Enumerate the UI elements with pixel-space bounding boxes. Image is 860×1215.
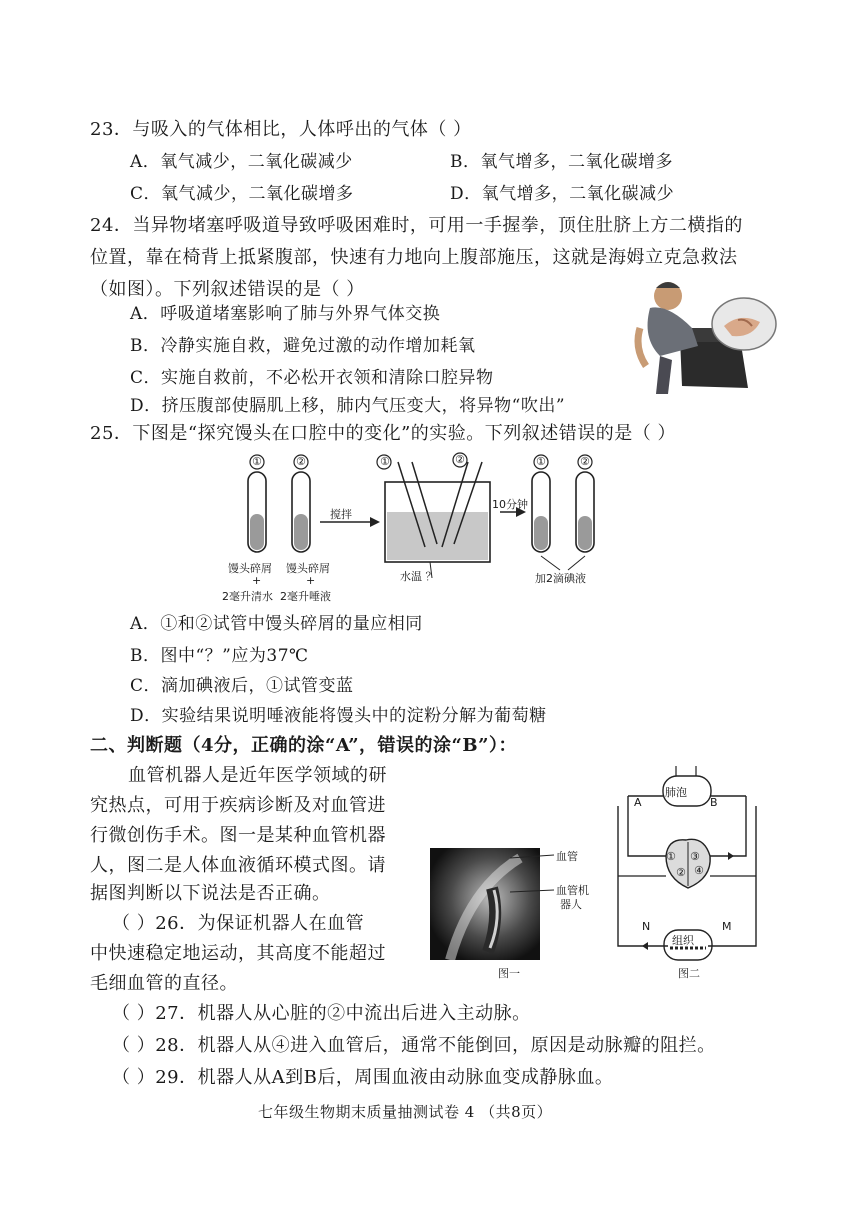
fig2-chamber3: ③ [690,850,700,863]
fig25-ten-min-label: 10分钟 [492,498,528,511]
fig1-vessel-label: 血管 [556,850,578,863]
q24-stem-line3: （如图）。下列叙述错误的是（ ） [90,279,365,300]
fig1-caption: 图一 [498,967,520,980]
q27: （ ）27．机器人从心脏的②中流出后进入主动脉。 [112,1003,531,1024]
fig2-b-label: B [710,796,718,809]
fig25-water-temp-label: 水温 ？ [400,570,437,583]
section2-intro-line3: 行微创伤手术。图一是某种血管机器 [90,825,386,846]
fig25-result-tube1-marker: ① [536,455,546,468]
fig25-result-tube2-marker: ② [580,455,590,468]
q24-option-c: C．实施自救前，不必松开衣领和清除口腔异物 [130,368,494,388]
q28: （ ）28．机器人从④进入血管后，通常不能倒回，原因是动脉瓣的阻拦。 [112,1035,716,1056]
q24-option-a: A．呼吸道堵塞影响了肺与外界气体交换 [130,304,441,324]
section2-intro-line4: 人，图二是人体血液循环模式图。请 [90,855,386,876]
fig25-label2c: 2毫升唾液 [280,590,331,603]
fig25-stir-label: 搅拌 [330,508,352,521]
fig25-tube1-marker: ① [252,455,262,468]
section2-title: 二、判断题（4分，正确的涂“A”，错误的涂“B”）： [90,735,517,756]
fig25-iodine-label: 加2滴碘液 [535,572,586,585]
fig1-robot-label-1: 血管机 [556,884,589,897]
q23-stem: 23．与吸入的气体相比，人体呼出的气体（ ） [90,119,472,140]
page-footer: 七年级生物期末质量抽测试卷 4 （共8页） [258,1103,553,1121]
fig25-beaker-tube2-marker: ② [455,453,465,466]
fig2-n-label: N [642,920,651,933]
q24-stem-line1: 24．当异物堵塞呼吸道导致呼吸困难时，可用一手握拳，顶住肚脐上方二横指的 [90,215,743,236]
q25-stem: 25．下图是“探究馒头在口腔中的变化”的实验。下列叙述错误的是（ ） [90,423,677,444]
fig2-chamber1: ① [666,850,676,863]
fig25-tube2-marker: ② [296,455,306,468]
q26-line3: 毛细血管的直径。 [90,973,238,994]
fig1-robot-label-2: 器人 [560,898,582,911]
q25-option-a: A．①和②试管中馒头碎屑的量应相同 [130,614,423,634]
q29: （ ）29．机器人从A到B后，周围血液由动脉血变成静脉血。 [112,1067,614,1088]
q23-option-c: C．氧气减少，二氧化碳增多 [130,184,354,204]
section2-intro-line1: 血管机器人是近年医学领域的研 [128,765,387,786]
fig2-a-label: A [634,796,642,809]
q24-option-b: B．冷静实施自救，避免过激的动作增加耗氧 [130,336,476,356]
heimlich-illustration [620,268,780,400]
fig2-caption: 图二 [678,967,700,980]
q24-option-d: D．挤压腹部使膈肌上移，肺内气压变大，将异物“吹出” [130,396,566,416]
q25-option-c: C．滴加碘液后，①试管变蓝 [130,676,354,696]
fig25-label2a: 馒头碎屑 [286,562,330,575]
q25-option-d: D．实验结果说明唾液能将馒头中的淀粉分解为葡萄糖 [130,706,547,726]
q23-option-d: D．氧气增多，二氧化碳减少 [450,184,675,204]
section2-intro-line5: 据图判断以下说法是否正确。 [90,883,331,904]
fig2-tissue-label: 组织 [672,934,694,947]
q23-option-a: A．氧气减少，二氧化碳减少 [130,152,353,172]
fig25-beaker-tube1-marker: ① [380,455,390,468]
fig25-label1a: 馒头碎屑 [228,562,272,575]
fig2-m-label: M [722,920,732,933]
fig25-label1b: + [252,574,262,587]
fig25-label1c: 2毫升清水 [222,590,273,603]
fig25-label2b: + [306,574,316,587]
q24-stem-line2: 位置，靠在椅背上抵紧腹部，快速有力地向上腹部施压，这就是海姆立克急救法 [90,247,738,268]
q25-option-b: B．图中“？”应为37℃ [130,646,309,666]
fig2-chamber2: ② [676,866,686,879]
q23-option-b: B．氧气增多，二氧化碳增多 [450,152,673,172]
fig2-lung-label: 肺泡 [665,786,687,799]
section2-intro-line2: 究热点，可用于疾病诊断及对血管进 [90,795,386,816]
fig2-chamber4: ④ [694,864,704,877]
q26-line2: 中快速稳定地运动，其高度不能超过 [90,943,386,964]
q26-line1: （ ）26．为保证机器人在血管 [112,913,365,934]
